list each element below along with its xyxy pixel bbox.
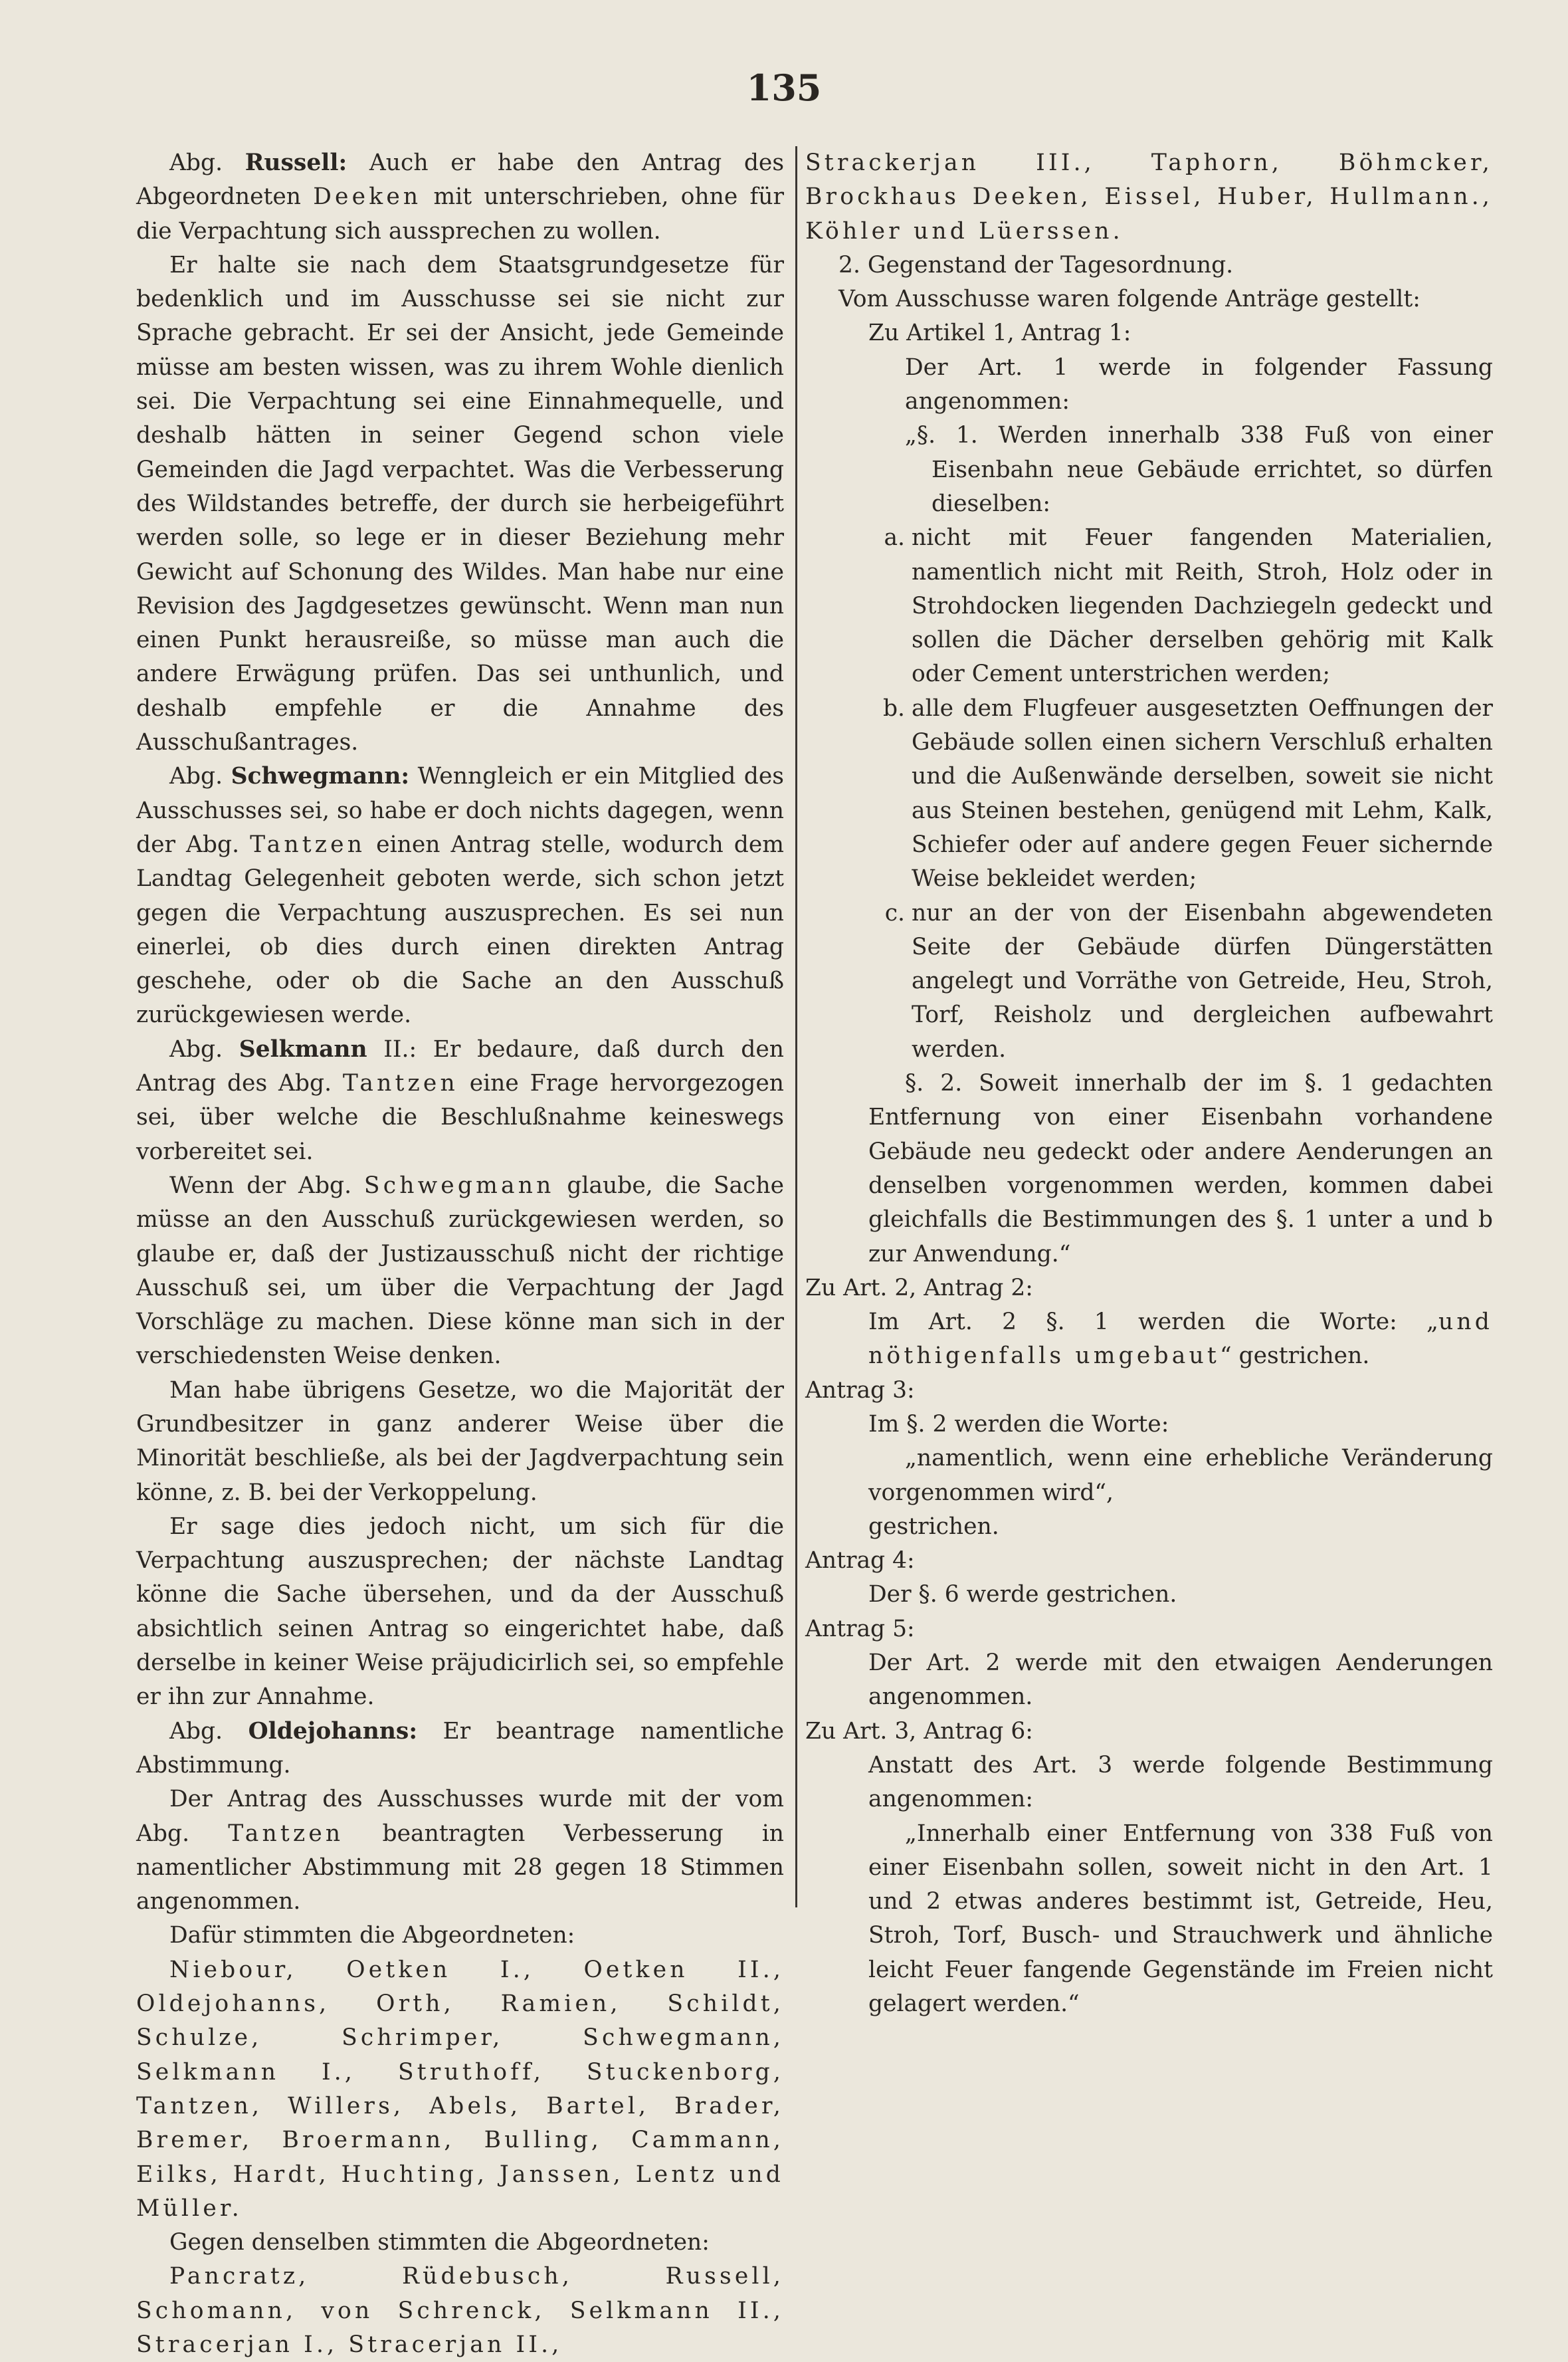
for-names: Niebour, Oetken I., Oetken II., Oldejohanns, Orth, Ramien, Schildt, Schulze, Schrimper, Schwegmann, Selkmann I., Struthoff, Stuckenborg, Tantzen, Willers, Abels, Bartel, Brader, Bremer, Broermann, Bulling, Cammann, Eilks, Hardt, Huchting, Janssen, Lentz und Müller.	[136, 1956, 784, 2222]
list-item: a. nicht mit Feuer fangenden Materialien, namentlich nicht mit Reith, Stroh, Holz oder in Strohdocken liegenden Dachziegeln gedeckt und sollen die Dächer derselben gehörig mit Kalk oder Cement unterstrichen werden;	[884, 524, 1493, 688]
paragraph-selkmann-4: Er sage dies jedoch nicht, um sich für die Verpachtung auszusprechen; der nächste Landtag könne die Sache übersehen, und da der Ausschuß absichtlich seinen Antrag so eingerichtet habe, daß derselbe in keiner Weise präjudicirlich sei, so empfehle er ihn zur Annahme.	[136, 1513, 784, 1711]
art2-text: Im Art. 2 §. 1 werden die Worte: „und nöthigenfalls umgebaut“ gestrichen.	[868, 1309, 1493, 1370]
against-names-continued: Strackerjan III., Taphorn, Böhmcker, Brockhaus Deeken, Eissel, Huber, Hullmann., Köhler und Lüerssen.	[805, 150, 1493, 245]
antrag-5-heading: Antrag 5:	[805, 1615, 915, 1642]
against-names: Pancratz, Rüdebusch, Russell, Schomann, von Schrenck, Selkmann II., Stracerjan I., Stracerjan II.,	[136, 2263, 784, 2358]
paragraph-schwegmann: Abg. Schwegmann: Wenngleich er ein Mitglied des Ausschusses sei, so habe er doch nichts dagegen, wenn der Abg. Tantzen einen Antrag stelle, wodurch dem Landtag Gelegenheit geboten werde, sich schon jetzt gegen die Verpachtung auszusprechen. Es sei nun einerlei, ob dies durch einen direkten Antrag geschehe, oder ob die Sache an den Ausschuß zurückgewiesen werde.	[136, 763, 785, 1029]
paragraph-russell: Abg. Russell: Auch er habe den Antrag des Abgeordneten Deeken mit unterschrieben, ohne für die Verpachtung sich aussprechen zu wollen.	[136, 150, 785, 245]
art3-heading: Zu Art. 3, Antrag 6:	[805, 1717, 1033, 1745]
antrag-5-text: Der Art. 2 werde mit den etwaigen Aenderungen angenommen.	[868, 1650, 1493, 1711]
art3-quote: „Innerhalb einer Entfernung von 338 Fuß von einer Eisenbahn sollen, soweit nicht in den Art. 1 und 2 etwas anderes bestimmt ist, Getreide, Heu, Stroh, Torf, Busch- und Strauchwerk und ähnliche leicht Feuer fangende Gegenstände im Freien nicht gelagert werden.“	[868, 1820, 1493, 2018]
art1-section-1: „§. 1. Werden innerhalb 338 Fuß von einer Eisenbahn neue Gebäude errichtet, so dürfen dieselben:	[905, 422, 1493, 517]
list-item: b. alle dem Flugfeuer ausgesetzten Oeffnungen der Gebäude sollen einen sichern Verschluß erhalten und die Außenwände derselben, soweit sie nicht aus Steinen bestehen, genügend mit Lehm, Kalk, Schiefer oder auf andere gegen Feuer sichernde Weise bekleidet werden;	[882, 695, 1493, 893]
speaker-name: Selkmann	[239, 1035, 367, 1063]
art2-heading: Zu Art. 2, Antrag 2:	[805, 1274, 1033, 1301]
art3-intro: Anstatt des Art. 3 werde folgende Bestimmung angenommen:	[868, 1751, 1493, 1813]
antrag-3-text: Im §. 2 werden die Worte:	[868, 1410, 1169, 1438]
paragraph-selkmann-2: Wenn der Abg. Schwegmann glaube, die Sache müsse an den Ausschuß zurückgewiesen werden, so glaube er, daß der Justizausschuß nicht der richtige Ausschuß sei, um über die Verpachtung der Jagd Vorschläge zu machen. Diese könne man sich in der verschiedensten Weise denken.	[136, 1172, 784, 1370]
art1-intro: Der Art. 1 werde in folgender Fassung angenommen:	[905, 354, 1493, 415]
art1-heading: Zu Artikel 1, Antrag 1:	[868, 320, 1131, 347]
list-item: c. nur an der von der Eisenbahn abgewendeten Seite der Gebäude dürfen Düngerstätten angelegt und Vorräthe von Getreide, Heu, Stroh, Torf, Reisholz und dergleichen aufbewahrt werden.	[884, 899, 1493, 1063]
paragraph-russell-2: Er halte sie nach dem Staatsgrundgesetze für bedenklich und im Ausschusse sei sie nicht zur Sprache gebracht. Er sei der Ansicht, jede Gemeinde müsse am besten wissen, was zu ihrem Wohle dienlich sei. Die Verpachtung sei eine Einnahmequelle, und deshalb hätten in seiner Gegend schon viele Gemeinden die Jagd verpachtet. Was die Verbesserung des Wildstandes betreffe, der durch sie herbeigeführt werden solle, so lege er in dieser Beziehung mehr Gewicht auf Schonung des Wildes. Man habe nur eine Revision des Jagdgesetzes gewünscht. Wenn man nun einen Punkt herausreiße, so müsse man auch die andere Erwägung prüfen. Das sei unthunlich, und deshalb empfehle er die Annahme des Ausschußantrages.	[136, 251, 784, 756]
antrag-4-heading: Antrag 4:	[805, 1547, 915, 1574]
against-heading: Gegen denselben stimmten die Abgeordneten:	[169, 2229, 710, 2256]
vote-result: Der Antrag des Ausschusses wurde mit der vom Abg. Tantzen beantragten Verbesserung in namentlicher Abstimmung mit 28 gegen 18 Stimmen angenommen.	[136, 1786, 785, 1915]
antrag-3-quote: „namentlich, wenn eine erhebliche Veränderung vorgenommen wird“,	[868, 1445, 1493, 1506]
paragraph-oldejohanns: Abg. Oldejohanns: Er beantrage namentliche Abstimmung.	[136, 1717, 785, 1778]
left-column	[136, 146, 784, 2362]
agenda-item: 2. Gegenstand der Tagesordnung.	[838, 251, 1234, 278]
speaker-name: Oldejohanns:	[248, 1717, 418, 1745]
page-number: 135	[746, 66, 822, 109]
column-divider	[795, 146, 797, 1907]
antrag-3-end: gestrichen.	[868, 1513, 999, 1540]
for-heading: Dafür stimmten die Abgeordneten:	[169, 1922, 575, 1949]
committee-intro: Vom Ausschusse waren folgende Anträge gestellt:	[838, 286, 1421, 313]
antrag-3-heading: Antrag 3:	[805, 1376, 915, 1404]
paragraph-selkmann-3: Man habe übrigens Gesetze, wo die Majorität der Grundbesitzer in ganz anderer Weise über die Minorität beschließe, als bei der Jagdverpachtung sein könne, z. B. bei der Verkoppelung.	[136, 1376, 784, 1506]
speaker-name: Russell:	[245, 150, 347, 176]
right-column	[805, 146, 1493, 2021]
paragraph-selkmann: Abg. Selkmann II.: Er bedaure, daß durch den Antrag des Abg. Tantzen eine Frage hervorgezogen sei, über welche die Beschlußnahme keineswegs vorbereitet sei.	[136, 1035, 785, 1165]
antrag-4-text: Der §. 6 werde gestrichen.	[868, 1581, 1177, 1608]
speaker-name: Schwegmann:	[231, 763, 410, 790]
art1-section-2: §. 2. Soweit innerhalb der im §. 1 gedachten Entfernung von einer Eisenbahn vorhandene Gebäude neu gedeckt oder andere Aenderungen an denselben vorgenommen werden, kommen dabei gleichfalls die Bestimmungen des §. 1 unter a und b zur Anwendung.“	[868, 1070, 1493, 1267]
